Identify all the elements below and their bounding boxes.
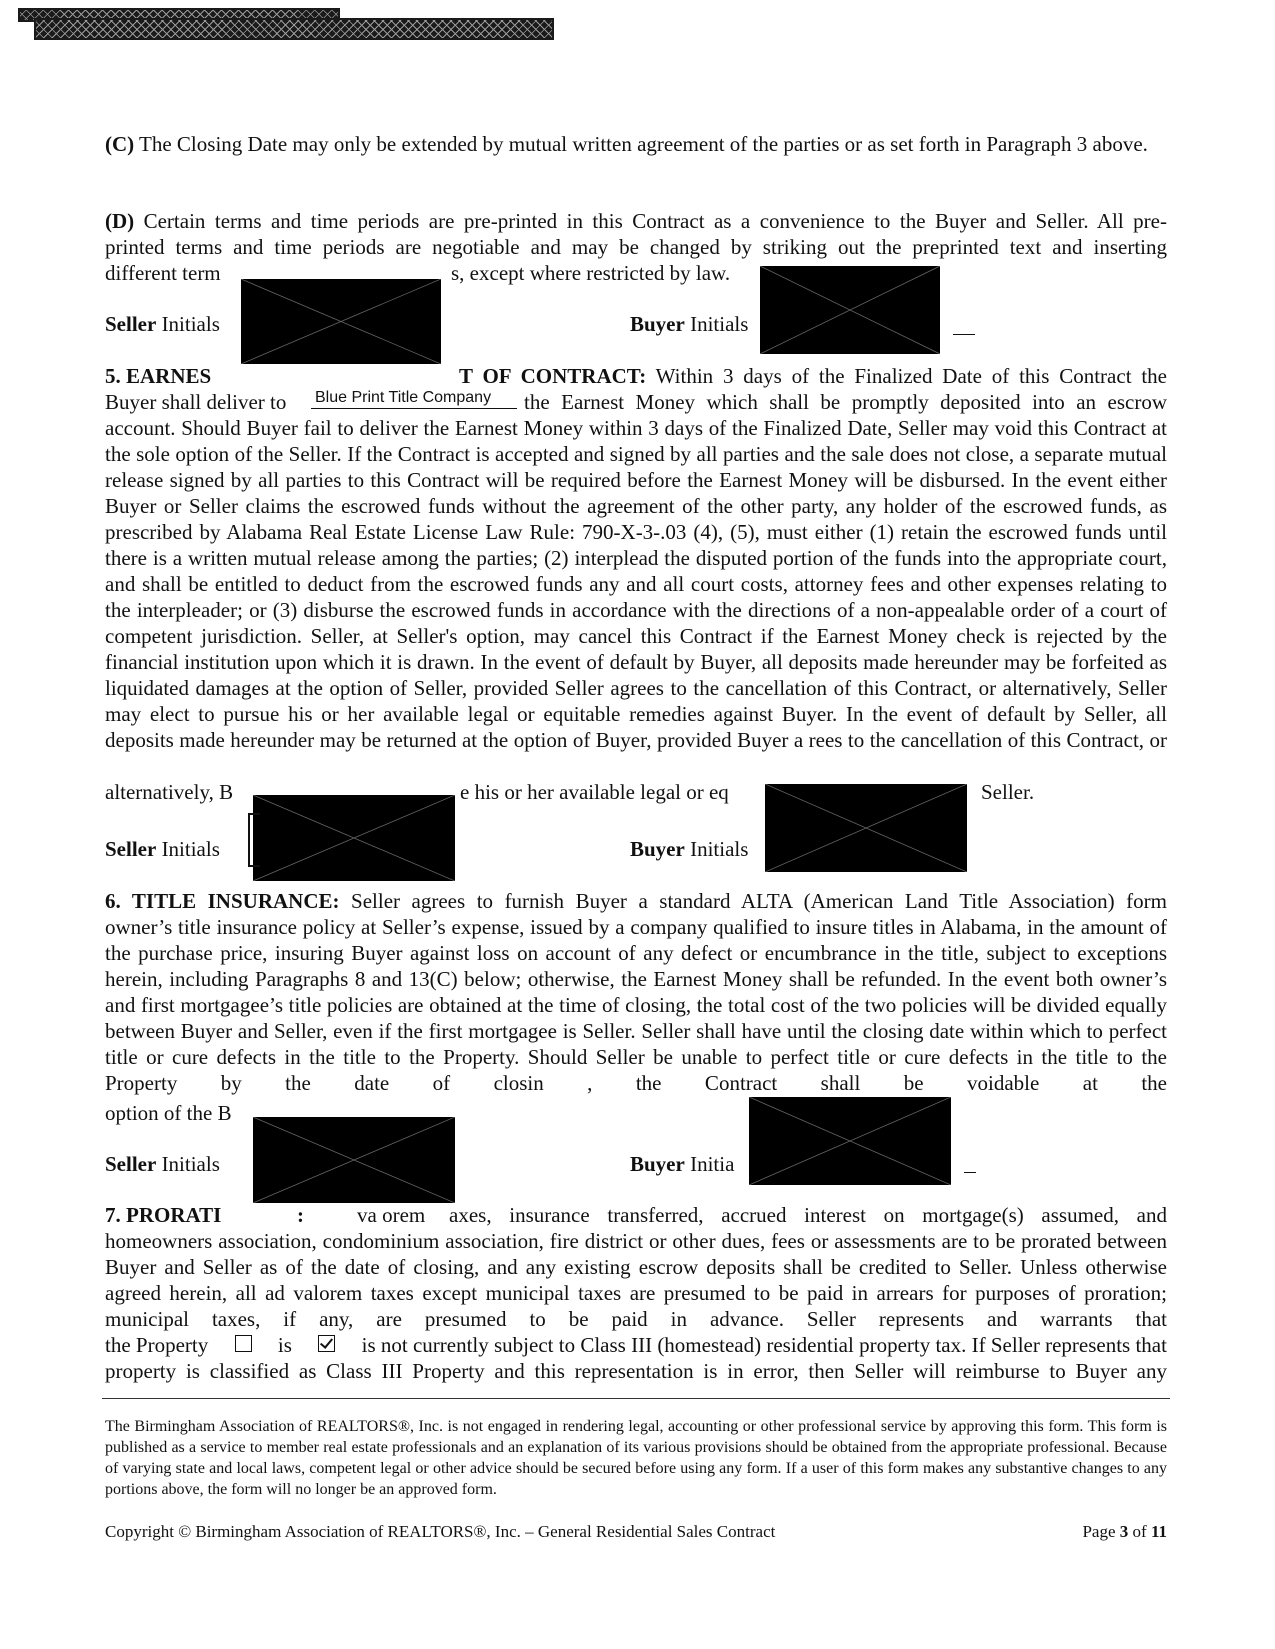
- section7-heading-a: 7. PRORATI: [105, 1203, 222, 1227]
- redaction-box: [760, 266, 940, 354]
- paragraph-c: [105, 131, 1167, 157]
- checkbox-is-not[interactable]: [318, 1335, 335, 1352]
- seller-initials-label: Seller Initials: [105, 312, 220, 336]
- paragraph-d-label: (D): [105, 209, 135, 233]
- section7-body: homeowners association, condominium association, fire district or other dues, fees or assessments are to be prorated between Buyer and Seller as of the date of closing, and any existing escrow deposits shall be credited to Seller. Unless otherwise agreed herein, all ad valorem taxes except municipal taxes are presumed to be paid in arrears for purposes of proration; municipal taxes, if any, are presumed to be paid in advance. Seller represents and warrants that: [105, 1229, 1167, 1331]
- section6-line1-text: Seller agrees to furnish Buyer a standard ALTA (American Land Title Association) form: [339, 889, 1167, 913]
- section7-prop-b: is: [277, 1333, 292, 1357]
- section7-heading-b: :: [297, 1203, 304, 1227]
- seller-initials-label: Seller Initials: [105, 837, 220, 861]
- redaction-box: [253, 1117, 455, 1203]
- redaction-box: [765, 784, 967, 872]
- section7-line1-d: axes, insurance transferred, accrued interest on mortgage(s) assumed, and: [449, 1203, 1167, 1227]
- initials-underline: [953, 334, 975, 335]
- paragraph-c-label: (C): [105, 132, 135, 156]
- section6-last: option of the B: [105, 1101, 232, 1125]
- paragraph-d-text: Certain terms and time periods are pre-printed in this Contract as a convenience to the Buyer and Seller. All pre-: [143, 209, 1167, 233]
- escrow-holder-field[interactable]: Blue Print Title Company: [311, 388, 517, 409]
- redaction-box: [253, 795, 455, 881]
- section7-property-line: [105, 1332, 1167, 1358]
- redaction-box: [241, 279, 441, 364]
- section5-last-c: Seller.: [981, 780, 1035, 804]
- paragraph-d-line2: printed terms and time periods are negotiable and may be changed by striking out the preprinted text and inserting: [105, 235, 1167, 259]
- section7-last: property is classified as Class III Property and this representation is in error, then Seller will reimburse to Buyer any: [105, 1359, 1167, 1383]
- buyer-initials-label: Buyer Initials: [630, 837, 749, 861]
- checkbox-is[interactable]: [235, 1335, 252, 1352]
- seller-initials-label: Seller Initials: [105, 1152, 220, 1176]
- redaction-box: [749, 1097, 951, 1185]
- buyer-initials-label: Buyer Initials: [630, 312, 749, 336]
- section5-heading-b: T OF CONTRACT: Within 3 days of the Finalized Date of this Contract the: [459, 364, 1167, 388]
- section5-line2a: Buyer shall deliver to: [105, 390, 287, 414]
- section5-line2b: the Earnest Money which shall be promptly deposited into an escrow: [524, 390, 1167, 414]
- page-number: Page 3 of 11: [1082, 1522, 1167, 1541]
- section5-last-b: e his or her available legal or eq: [460, 780, 729, 804]
- section7-prop-c: is not currently subject to Class III (homestead) residential property tax. If Seller represents that: [361, 1333, 1167, 1357]
- footer-disclaimer: The Birmingham Association of REALTORS®, Inc. is not engaged in rendering legal, accounting or other professional service by approving this form. This form is published as a service to member real estate professionals and an explanation of its various provisions should be obtained from the appropriate professional. Because of varying state and local laws, competent legal or other advice should be secured before using any form. If a user of this form makes any substantive changes to any portions above, the form will no longer be an approved form.: [105, 1418, 1167, 1498]
- paragraph-c-text: The Closing Date may only be extended by mutual written agreement of the parties or as set forth in Paragraph 3 above.: [139, 132, 1148, 156]
- buyer-initials-label: Buyer Initia: [630, 1152, 735, 1176]
- footer-copyright: Copyright © Birmingham Association of REALTORS®, Inc. – General Residential Sales Contract: [105, 1522, 776, 1541]
- section6-line1: [105, 888, 1167, 914]
- initials-field-border: [248, 813, 260, 867]
- section7-prop-a: the Property: [105, 1333, 209, 1357]
- section5-body: account. Should Buyer fail to deliver the Earnest Money within 3 days of the Finalized Date, Seller may void this Contract at the sole option of the Seller. If the Contract is accepted and signed by all parties and the sale does not close, a separate mutual release signed by all parties to this Contract will be required before the Earnest Money will be disbursed. In the event either Buyer or Seller claims the escrowed funds without the agreement of the other party, any holder of the escrowed funds, as prescribed by Alabama Real Estate License Law Rule: 790-X-3-.03 (4), (5), must either (1) retain the escrowed funds until there is a written mutual release among the parties; (2) interplead the disputed portion of the funds into the appropriate court, and shall be entitled to deduct from the escrowed funds any and all court costs, attorney fees and other expenses relating to the interpleader; or (3) disburse the escrowed funds in accordance with the directions of a non-appealable order of a court of competent jurisdiction. Seller, at Seller's option, may cancel this Contract if the Earnest Money check is rejected by the financial institution upon which it is drawn. In the event of default by Buyer, all deposits made hereunder may be forfeited as liquidated damages at the option of Seller, provided Seller agrees to the cancellation of this Contract, or alternatively, Seller may elect to pursue his or her available legal or equitable remedies against Buyer. In the event of default by Seller, all deposits made hereunder may be returned at the option of Buyer, provided Buyer a rees to the cancellation of this Contract, or: [105, 416, 1167, 752]
- paragraph-d-line1: [105, 208, 1167, 234]
- paragraph-d-line3a: different term: [105, 261, 221, 285]
- section5-heading-a: 5. EARNES: [105, 364, 212, 388]
- section7-line1-c: va orem: [357, 1203, 426, 1227]
- section6-heading: 6. TITLE INSURANCE:: [105, 889, 340, 913]
- header-redaction: [34, 18, 554, 40]
- footer-divider: [102, 1398, 1170, 1399]
- paragraph-d-line3b: s, except where restricted by law.: [451, 261, 731, 285]
- initials-underline: [964, 1172, 976, 1173]
- section5-last-a: alternatively, B: [105, 780, 234, 804]
- section6-body: owner’s title insurance policy at Seller’s expense, issued by a company qualified to insure titles in Alabama, in the amount of the purchase price, insuring Buyer against loss on account of any defect or encumbrance in the title, subject to exceptions herein, including Paragraphs 8 and 13(C) below; otherwise, the Earnest Money shall be refunded. In the event both owner’s and first mortgagee’s title policies are obtained at the time of closing, the total cost of the two policies will be divided equally between Buyer and Seller, even if the first mortgagee is Seller. Seller shall have until the closing date within which to perfect title or cure defects in the title to the Property. Should Seller be unable to perfect title or cure defects in the title to the Property by the date of closin , the Contract shall be voidable at the: [105, 915, 1167, 1095]
